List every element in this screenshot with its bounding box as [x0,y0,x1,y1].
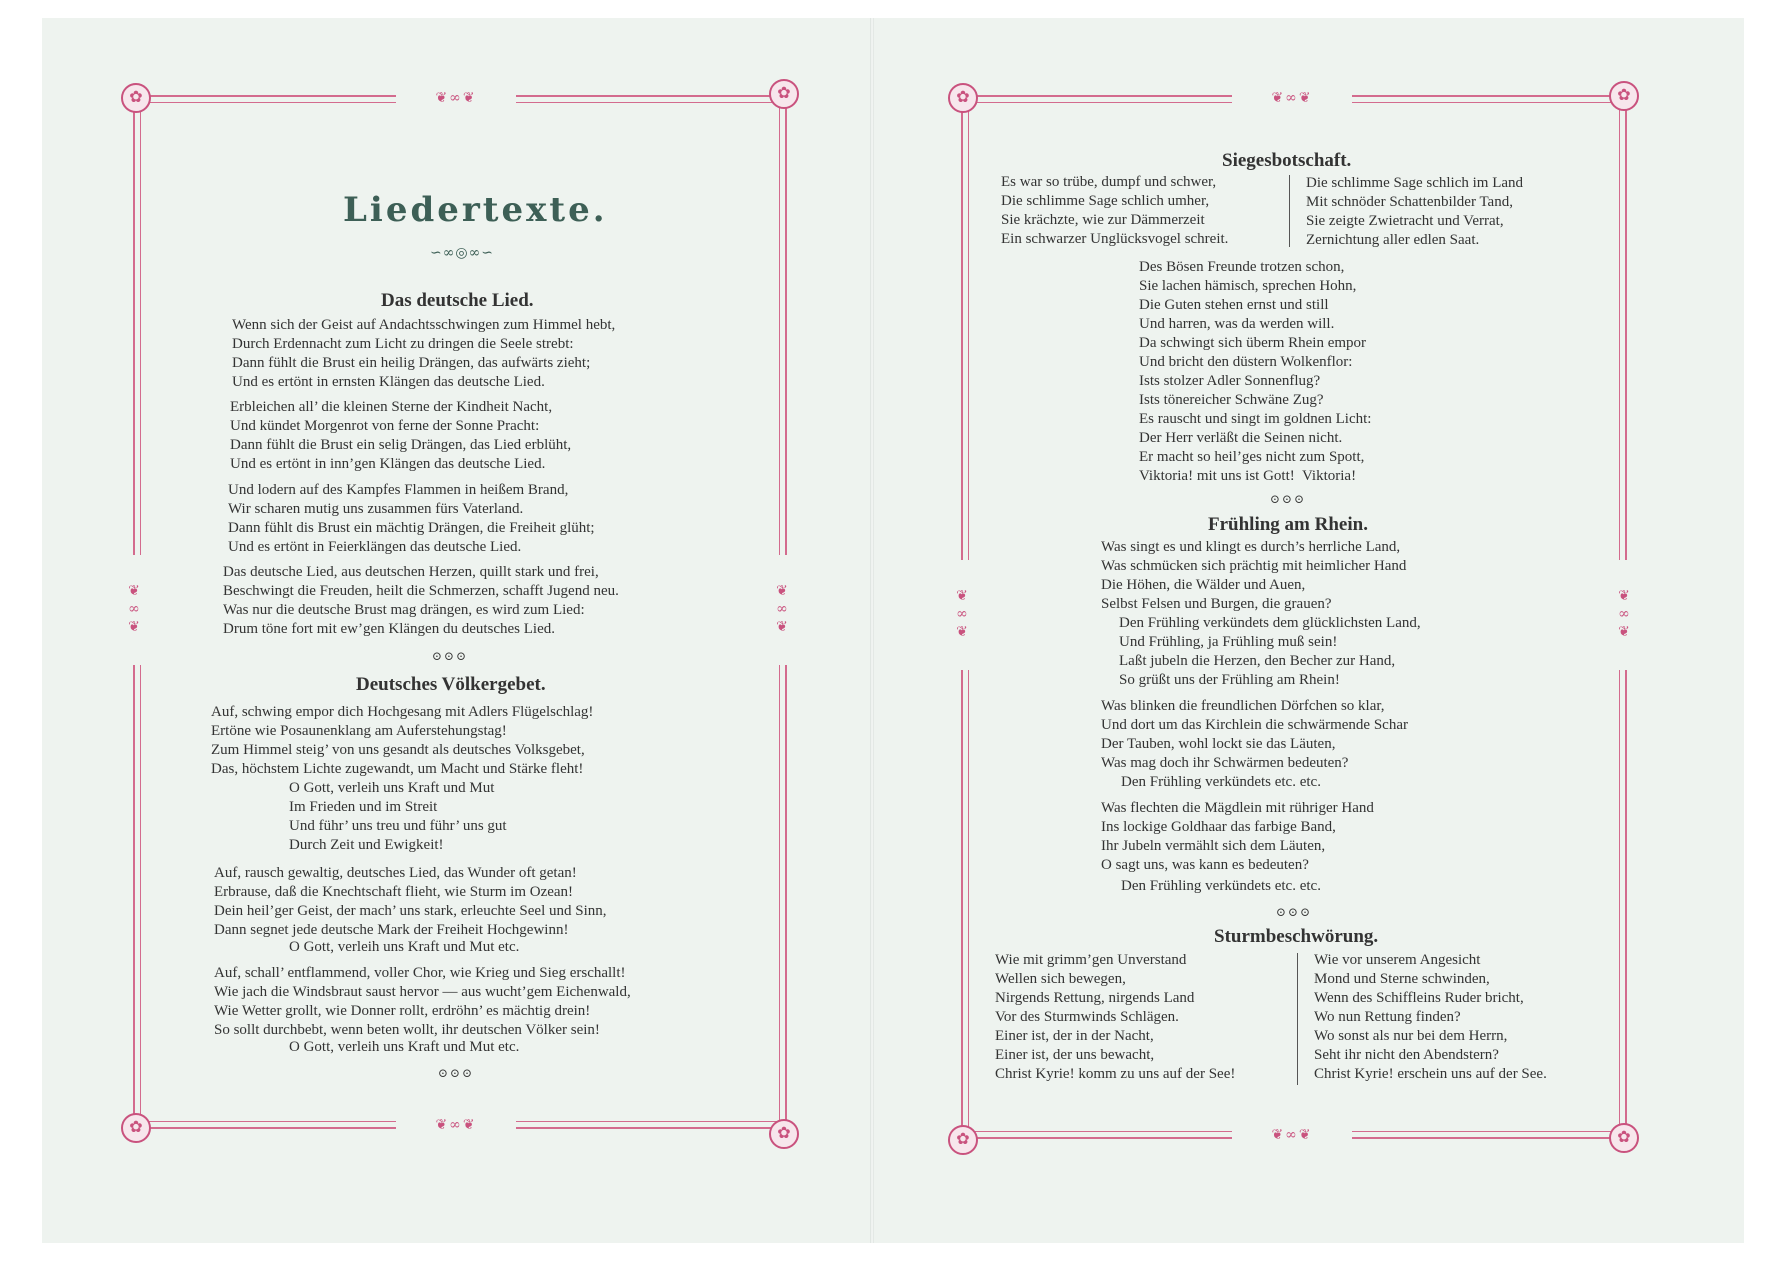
section-separator: ⊙⊙⊙ [1276,905,1313,919]
refrain: Den Frühling verkündets dem glücklichsten Land, Und Frühling, ja Frühling muß sein! Laßt jubeln die Herzen, den Becher zur Hand, So grüßt uns der Frühling am Rhein! [1119,615,1421,688]
section-separator: ⊙⊙⊙ [438,1066,475,1080]
song-title: Sturmbeschwörung. [1214,926,1379,947]
song-title: Frühling am Rhein. [1208,514,1368,535]
center-fold [870,18,874,1243]
rosette-ornament: ✿ [1609,1123,1639,1153]
section-separator: ⊙⊙⊙ [1270,492,1307,506]
border-ornament: ❦∞❦ [1232,91,1352,105]
refrain: O Gott, verleih uns Kraft und Mut etc. [289,1039,520,1055]
border-ornament: ❦∞❦ [396,1118,516,1132]
border-ornament: ❦∞❦ [1617,560,1631,670]
column-divider [1289,175,1290,247]
rosette-ornament: ✿ [121,1113,151,1143]
stanza-column-left: Es war so trübe, dumpf und schwer, Die schlimme Sage schlich umher, Sie krächzte, wie zur Dämmerzeit Ein schwarzer Unglücksvogel schreit. [1001,174,1229,247]
stanza: Erbleichen all’ die kleinen Sterne der Kindheit Nacht, Und kündet Morgenrot von ferne der Sonne Pracht: Dann fühlt die Brust ein selig Drängen, das Lied erblüht, Und es ertönt in inn’gen Klängen das deutsche Lied. [230,399,572,472]
border-ornament: ❦∞❦ [396,91,516,105]
border-ornament: ❦∞❦ [1232,1128,1352,1142]
border-ornament: ❦∞❦ [955,560,969,670]
refrain: O Gott, verleih uns Kraft und Mut etc. [289,939,520,955]
refrain: Den Frühling verkündets etc. etc. [1121,774,1321,790]
stanza: Auf, rausch gewaltig, deutsches Lied, das Wunder oft getan! Erbrause, daß die Knechtschaft flieht, wie Sturm im Ozean! Dein heil’ger Geist, der mach’ uns stark, erleuchte Seel und Sinn, Dann segnet jede deutsche Mark der Freiheit Hochgewinn! [214,865,607,938]
stanza-column-right: Die schlimme Sage schlich im Land Mit schnöder Schattenbilder Tand, Sie zeigte Zwietracht und Verrat, Zernichtung aller edlen Saat. [1306,175,1524,248]
rosette-ornament: ✿ [1609,81,1639,111]
stanza: Was singt es und klingt es durch’s herrliche Land, Was schmücken sich prächtig mit heimlicher Hand Die Höhen, die Wälder und Auen, Selbst Felsen und Burgen, die grauen? [1101,539,1407,612]
title-flourish: ∽∞◎∞∽ [430,245,495,261]
stanza: Wenn sich der Geist auf Andachtsschwingen zum Himmel hebt, Durch Erdennacht zum Licht zu dringen die Seele strebt: Dann fühlt die Brust ein heilig Drängen, das aufwärts zieht; Und es ertönt in ernsten Klängen das deutsche Lied. [232,317,616,390]
rosette-ornament: ✿ [121,83,151,113]
stanza: Das deutsche Lied, aus deutschen Herzen, quillt stark und frei, Beschwingt die Freuden, heilt die Schmerzen, schafft Jugend neu. Was nur die deutsche Brust mag drängen, es wird zum Lied: Drum töne fort mit ew’gen Klängen du deutsches Lied. [223,564,619,637]
rosette-ornament: ✿ [769,1119,799,1149]
refrain: Den Frühling verkündets etc. etc. [1121,878,1321,894]
page-title: Liedertexte. [343,190,608,230]
stanza-column-right: Wie vor unserem Angesicht Mond und Sterne schwinden, Wenn des Schiffleins Ruder bricht, Wo nun Rettung finden? Wo sonst als nur bei dem Herrn, Seht ihr nicht den Abendstern? Christ Kyrie! erschein uns auf der See. [1314,952,1547,1082]
song-title: Deutsches Völkergebet. [356,674,546,695]
refrain: O Gott, verleih uns Kraft und Mut Im Frieden und im Streit Und führ’ uns treu und führ’ uns gut Durch Zeit und Ewigkeit! [289,780,507,853]
stanza: Des Bösen Freunde trotzen schon, Sie lachen hämisch, sprechen Hohn, Die Guten stehen ernst und still Und harren, was da werden will. Da schwingt sich überm Rhein empor Und bricht den düstern Wolkenflor: Ists stolzer Adler Sonnenflug? Ists tönereicher Schwäne Zug? Es rauscht und singt im goldnen Licht: Der Herr verläßt die Seinen nicht. Er macht so heil’ges nicht zum Spott, Viktoria! mit uns ist Gott! Viktoria! [1139,259,1372,484]
rosette-ornament: ✿ [948,83,978,113]
song-title: Das deutsche Lied. [381,290,534,311]
border-ornament: ❦∞❦ [127,555,141,665]
column-divider [1297,953,1298,1085]
song-title: Siegesbotschaft. [1222,150,1352,171]
stanza: Und lodern auf des Kampfes Flammen in heißem Brand, Wir scharen mutig uns zusammen fürs Vaterland. Dann fühlt dis Brust ein mächtig Drängen, die Freiheit glüht; Und es ertönt in Feierklängen das deutsche Lied. [228,482,595,555]
stanza: Was flechten die Mägdlein mit rühriger Hand Ins lockige Goldhaar das farbige Band, Ihr Jubeln vermählt sich dem Läuten, O sagt uns, was kann es bedeuten? [1101,800,1374,873]
section-separator: ⊙⊙⊙ [432,649,469,663]
stanza: Auf, schwing empor dich Hochgesang mit Adlers Flügelschlag! Ertöne wie Posaunenklang am Auferstehungstag! Zum Himmel steig’ von uns gesandt als deutsches Volksgebet, Das, höchstem Lichte zugewandt, um Macht und Stärke fleht! [211,704,594,777]
rosette-ornament: ✿ [948,1125,978,1155]
stanza-column-left: Wie mit grimm’gen Unverstand Wellen sich bewegen, Nirgends Rettung, nirgends Land Vor des Sturmwinds Schlägen. Einer ist, der in der Nacht, Einer ist, der uns bewacht, Christ Kyrie! komm zu uns auf der See! [995,952,1236,1082]
border-ornament: ❦∞❦ [775,555,789,665]
rosette-ornament: ✿ [769,79,799,109]
stanza: Was blinken die freundlichen Dörfchen so klar, Und dort um das Kirchlein die schwärmende Schar Der Tauben, wohl lockt sie das Läuten, Was mag doch ihr Schwärmen bedeuten? [1101,698,1408,771]
stanza: Auf, schall’ entflammend, voller Chor, wie Krieg und Sieg erschallt! Wie jach die Windsbraut saust hervor — aus wucht’gem Eichenwald, Wie Wetter grollt, wie Donner rollt, erdröhn’ es mächtig drein! So sollt durchbebt, wenn beten wollt, ihr deutschen Völker sein! [214,965,631,1038]
